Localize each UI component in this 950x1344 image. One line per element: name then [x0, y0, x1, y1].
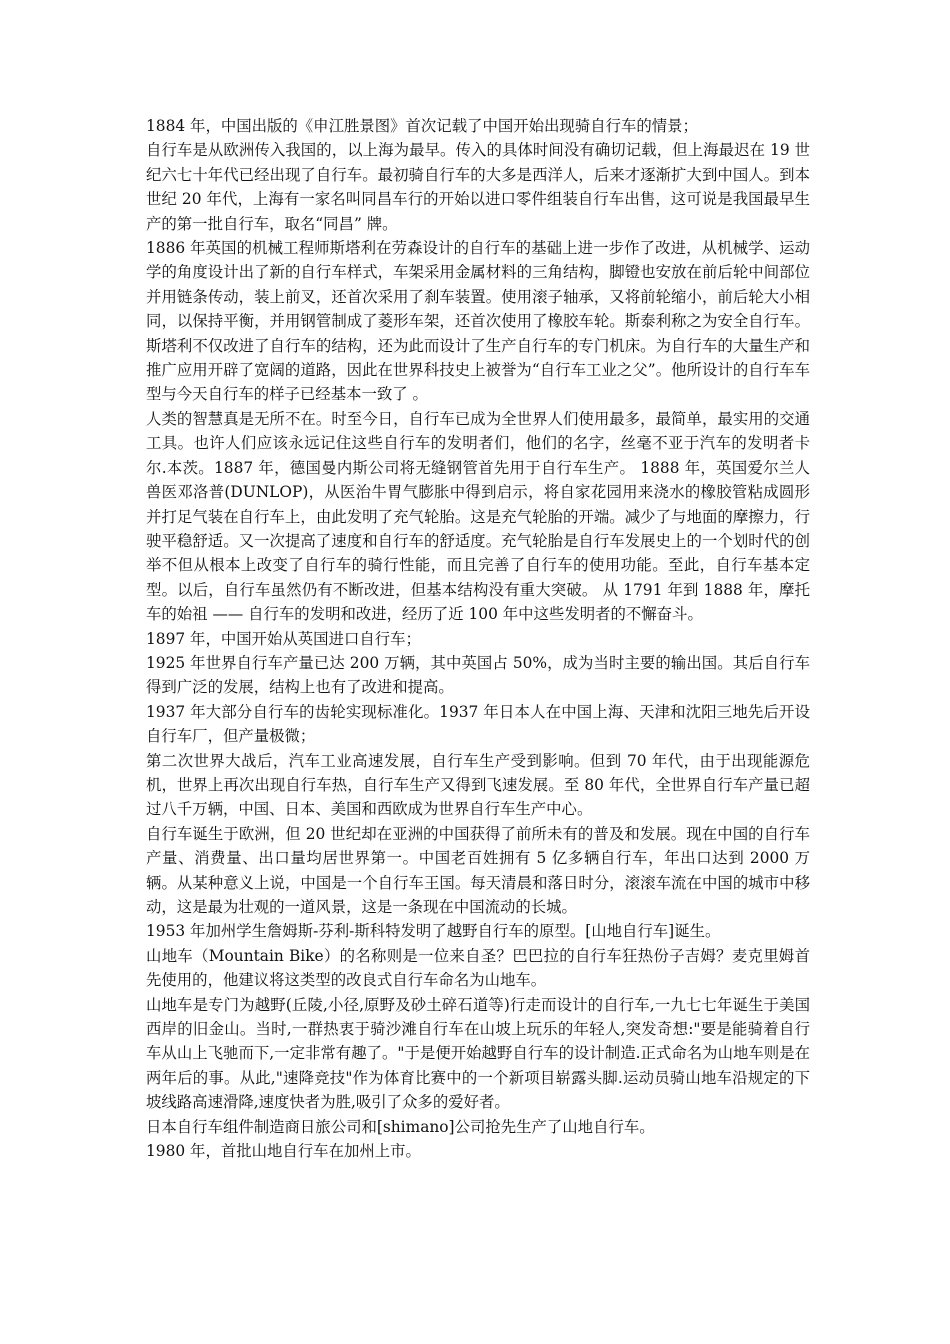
- document-body: [146, 114, 810, 1163]
- paragraph-1937: 1937 年大部分自行车的齿轮实现标准化。1937 年日本人在中国上海、天津和沈阳三地先后开设自行车厂，但产量极微；: [146, 702, 810, 746]
- paragraph-1884: 1884 年，中国出版的《申江胜景图》首次记载了中国开始出现骑自行车的情景；: [146, 117, 698, 135]
- paragraph-origin: 自行车是从欧洲传入我国的，以上海为最早。传入的具体时间没有确切记载，但上海最迟在 19 世纪六七十年代已经出现了自行车。最初骑自行车的大多是西洋人，后来才逐渐扩大到中国人。到本世纪 20 年代，上海有一家名叫同昌车行的开始以进口零件组装自行车出售，这可说是我国最早生产的第一批自行车，取名“同昌” 牌。: [146, 141, 810, 233]
- paragraph-1897: 1897 年，中国开始从英国进口自行车；: [146, 629, 421, 648]
- paragraph-china: 自行车诞生于欧洲，但 20 世纪却在亚洲的中国获得了前所未有的普及和发展。现在中国的自行车产量、消费量、出口量均居世界第一。中国老百姓拥有 5 亿多辆自行车，年出口达到 2000 万辆。从某种意义上说，中国是一个自行车王国。每天清晨和落日时分，滚滚车流在中国的城市中移动，这是最为壮观的一道风景，这是一条现在中国流动的长城。: [146, 824, 810, 916]
- paragraph-postwar: 第二次世界大战后，汽车工业高速发展，自行车生产受到影响。但到 70 年代，由于出现能源危机，世界上再次出现自行车热，自行车生产又得到飞速发展。至 80 年代，全世界自行车产量已超过八千万辆，中国、日本、美国和西欧成为世界自行车生产中心。: [146, 751, 810, 819]
- paragraph-1925: 1925 年世界自行车产量已达 200 万辆，其中英国占 50%，成为当时主要的输出国。其后自行车得到广泛的发展，结构上也有了改进和提高。: [146, 653, 810, 697]
- paragraph-wisdom: 人类的智慧真是无所不在。时至今日，自行车已成为全世界人们使用最多，最简单，最实用的交通工具。也许人们应该永远记住这些自行车的发明者们，他们的名字，丝毫不亚于汽车的发明者卡尔.本茨。1887 年，德国曼内斯公司将无缝钢管首先用于自行车生产。 1888 年，英国爱尔兰人兽医邓洛普(DUNLOP)，从医治牛胃气膨胀中得到启示，将自家花园用来浇水的橡胶管粘成圆形并打足气装在自行车上，由此发明了充气轮胎。这是充气轮胎的开端。减少了与地面的摩擦力，行驶平稳舒适。又一次提高了速度和自行车的舒适度。充气轮胎是自行车发展史上的一个划时代的创举不但从根本上改变了自行车的骑行性能，而且完善了自行车的使用功能。至此，自行车基本定型。以后，自行车虽然仍有不断改进，但基本结构没有重大突破。 从 1791 年到 1888 年，摩托车的始祖 —— 自行车的发明和改进，经历了近 100 年中这些发明者的不懈奋斗。: [146, 409, 810, 624]
- paragraph-mountain-bike-origin: 山地车是专门为越野(丘陵,小径,原野及砂土碎石道等)行走而设计的自行车,一九七七年诞生于美国西岸的旧金山。当时,一群热衷于骑沙滩自行车在山坡上玩乐的年轻人,突发奇想:"要是能骑着自行车从山上飞驰而下,一定非常有趣了。"于是便开始越野自行车的设计制造.正式命名为山地车则是在两年后的事。从此,"速降竞技"作为体育比赛中的一个新项目崭露头脚.运动员骑山地车沿规定的下坡线路高速滑降,速度快者为胜,吸引了众多的爱好者。: [146, 995, 810, 1112]
- paragraph-mountain-bike-name: 山地车（Mountain Bike）的名称则是一位来自圣？巴巴拉的自行车狂热份子吉姆？麦克里姆首先使用的，他建议将这类型的改良式自行车命名为山地车。: [146, 946, 810, 990]
- paragraph-shimano: 日本自行车组件制造商日旅公司和[shimano]公司抢先生产了山地自行车。: [146, 1117, 655, 1136]
- paragraph-1886: 1886 年英国的机械工程师斯塔利在劳森设计的自行车的基础上进一步作了改进，从机械学、运动学的角度设计出了新的自行车样式，车架采用金属材料的三角结构，脚镫也安放在前后轮中间部位并用链条传动，装上前叉，还首次采用了刹车装置。使用滚子轴承，又将前轮缩小，前后轮大小相同，以保持平衡，并用钢管制成了菱形车架，还首次使用了橡胶车轮。斯泰利称之为安全自行车。斯塔利不仅改进了自行车的结构，还为此而设计了生产自行车的专门机床。为自行车的大量生产和推广应用开辟了宽阔的道路，因此在世界科技史上被誉为“自行车工业之父”。他所设计的自行车车型与今天自行车的样子已经基本一致了 。: [146, 239, 810, 404]
- paragraph-1953: 1953 年加州学生詹姆斯-芬利-斯科特发明了越野自行车的原型。[山地自行车]诞生。: [146, 922, 721, 941]
- paragraph-1980: 1980 年，首批山地自行车在加州上市。: [146, 1142, 421, 1161]
